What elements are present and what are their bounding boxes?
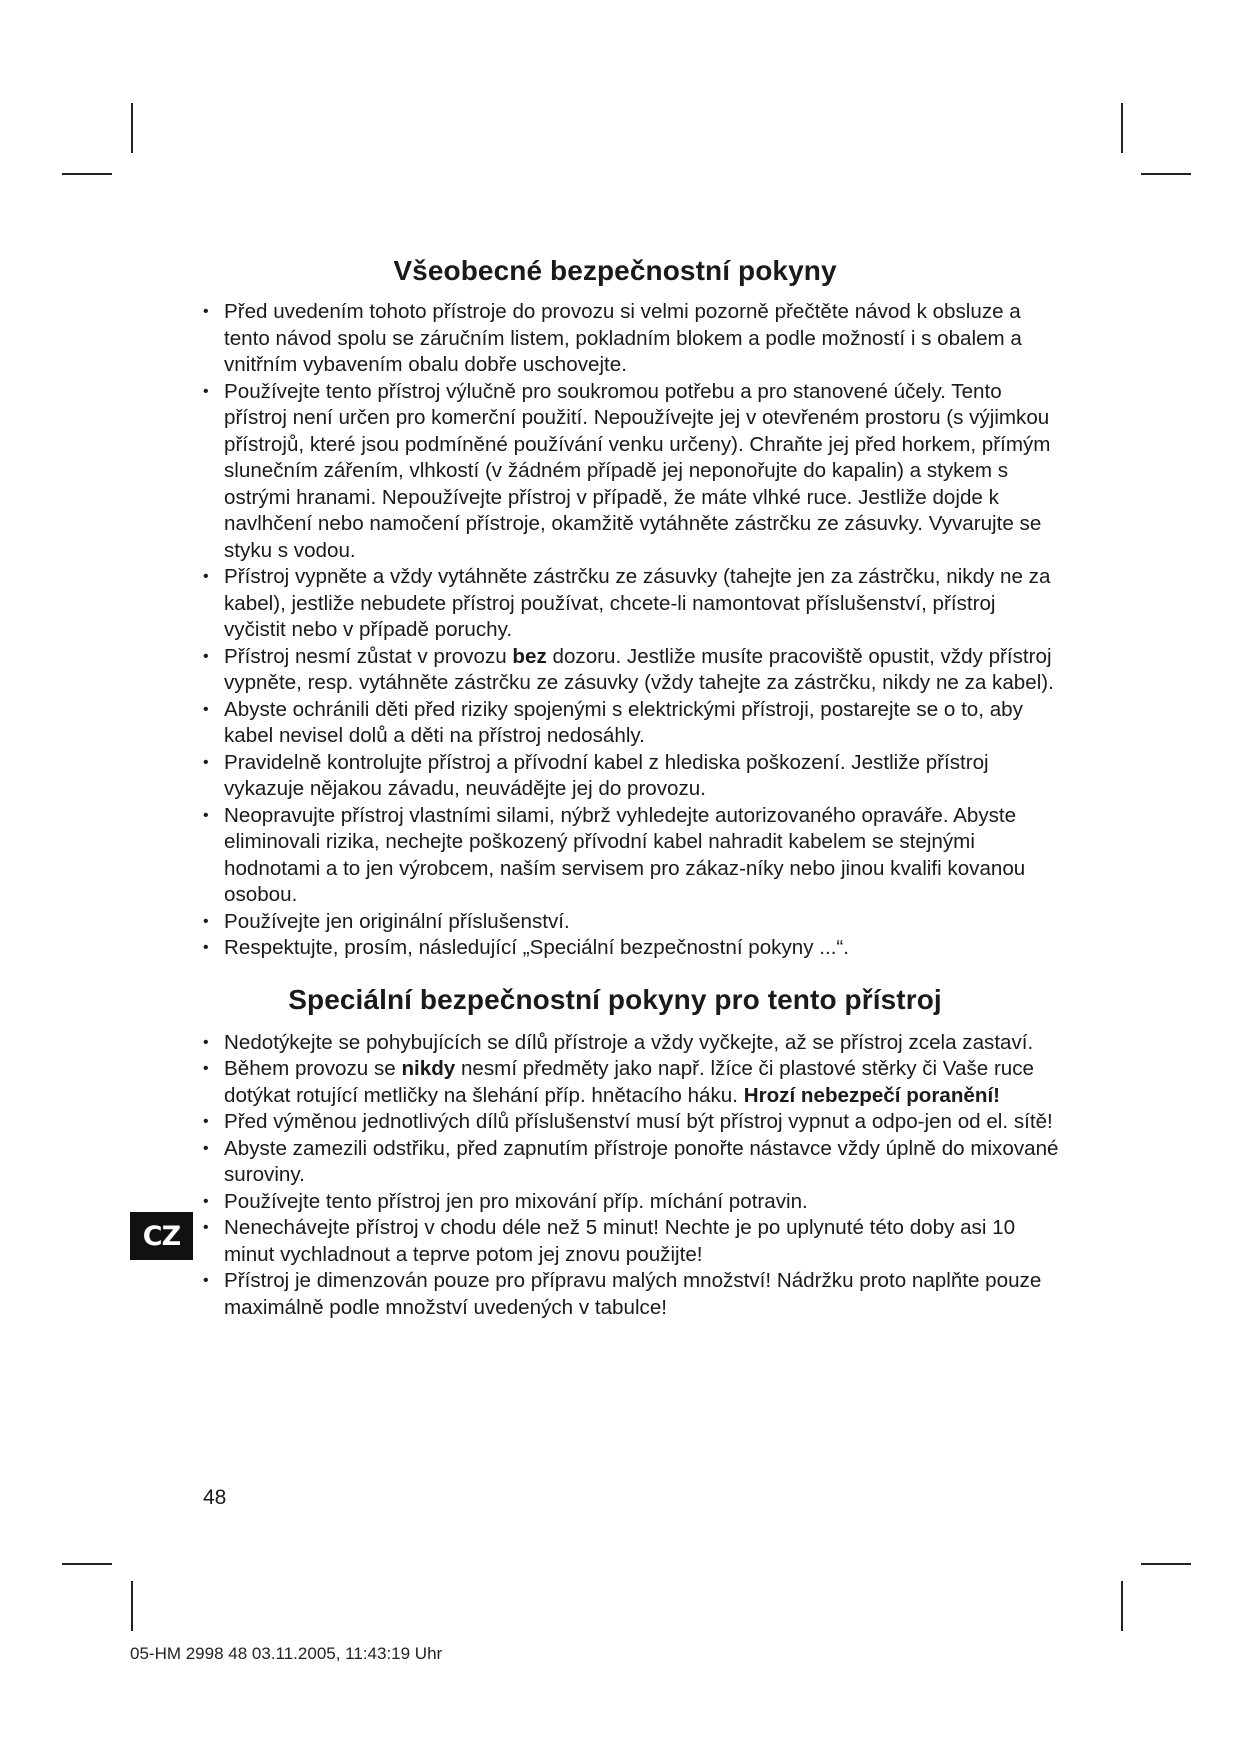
list-item-text: • Neopravujte přístroj vlastními silami, nýbrž vyhledejte autorizovaného opraváře. Abyste eliminovali rizika, nechejte poškozený přívodní kabel nahradit kabelem se stejnými hodnotami a to jen výrobcem, naším servisem pro zákaz-níky nebo jinou kvalifi kovanou osobou. xyxy=(224,803,1026,906)
list-item-text: • Nenechávejte přístroj v chodu déle než 5 minut! Nechte je po uplynuté této doby asi 10 minut vychladnout a teprve potom jej znovu použijte! xyxy=(224,1216,1016,1266)
list-item-text: • Abyste ochránili děti před riziky spojenými s elektrickými přístroji, postarejte se o to, aby kabel nevisel dolů a děti na přístroj nedosáhly. xyxy=(224,697,1023,747)
list-item xyxy=(200,379,1060,565)
list-item xyxy=(200,299,1060,379)
emphasis-text: bez xyxy=(512,644,547,668)
list-item-text: • Před uvedením tohoto přístroje do provozu si velmi pozorně přečtěte návod k obsluze a tento návod spolu se záručním listem, pokladním blokem a podle možností i s obalem a vnitřním vybavením obalu dobře uschovejte. xyxy=(224,300,1022,376)
list-item-text: • Používejte tento přístroj jen pro mixování příp. míchání potravin. xyxy=(224,1189,808,1213)
list-item xyxy=(200,750,1060,803)
page-content xyxy=(200,255,1060,1321)
crop-mark-bottom-right-vertical xyxy=(1121,1581,1123,1631)
print-footer: 05-HM 2998 48 03.11.2005, 11:43:19 Uhr xyxy=(130,1644,443,1663)
list-item-text: • Respektujte, prosím, následující „Speciální bezpečnostní pokyny ...“. xyxy=(224,936,849,959)
list-item xyxy=(200,697,1060,750)
list-item-text: • Abyste zamezili odstřiku, před zapnutím přístroje ponořte nástavce vždy úplně do mixované suroviny. xyxy=(224,1136,1059,1186)
list-item xyxy=(200,564,1060,644)
text-run: dozoru. Jestliže musíte pracoviště opustit, vždy přístroj vypněte, resp. vytáhněte zástrčku ze zásuvky (vždy tahejte za zástrčku, nikdy ne za kabel). xyxy=(224,644,1054,694)
crop-mark-top-left-vertical xyxy=(131,103,133,153)
list-item-text: • Před výměnou jednotlivých dílů příslušenství musí být přístroj vypnut a odpo-jen od el. sítě! xyxy=(224,1110,1053,1133)
warning-text: Hrozí nebezpečí poranění! xyxy=(743,1083,1001,1107)
language-tab: CZ xyxy=(130,1212,193,1260)
crop-mark-bottom-left-vertical xyxy=(131,1581,133,1631)
list-item xyxy=(200,644,1060,697)
list-item-text xyxy=(224,1056,1060,1109)
section-title-general-safety: Všeobecné bezpečnostní pokyny xyxy=(393,255,837,286)
page-number: 48 xyxy=(203,1486,227,1509)
list-item xyxy=(200,1056,1060,1109)
list-item-text: • Používejte tento přístroj výlučně pro soukromou potřebu a pro stanovené účely. Tento přístroj není určen pro komerční použití. Nepoužívejte jej v otevřeném prostoru (s výjimkou přístrojů, které jsou podmíněné používání venku určeny). Chraňte jej před horkem, přímým slunečním zářením, vlhkostí (v žádném případě jej neponořujte do kapalin) a stykem s ostrými hranami. Nepoužívejte přístroj v případě, že máte vlhké ruce. Jestliže dojde k navlhčení nebo namočení přístroje, okamžitě vytáhněte zástrčku ze zásuvky. Vyvarujte se styku s vodou. xyxy=(224,379,1051,562)
crop-mark-bottom-left-horizontal xyxy=(62,1563,112,1565)
list-item-text xyxy=(224,644,1060,697)
list-item xyxy=(200,1136,1060,1189)
list-item xyxy=(200,803,1060,909)
list-item xyxy=(200,1189,1060,1216)
text-run: Během provozu se xyxy=(224,1057,402,1080)
list-item-text: • Přístroj vypněte a vždy vytáhněte zástrčku ze zásuvky (tahejte jen za zástrčku, nikdy ne za kabel), jestliže nebudete přístroj používat, chcete-li namontovat příslušenství, přístroj vyčistit nebo v případě poruchy. xyxy=(224,565,1051,641)
list-item xyxy=(200,909,1060,936)
section-title-special-safety: Speciální bezpečnostní pokyny pro tento přístroj xyxy=(288,983,942,1015)
list-item-text: • Přístroj je dimenzován pouze pro přípravu malých množství! Nádržku proto naplňte pouze maximálně podle množství uvedených v tabulce! xyxy=(224,1269,1042,1319)
general-safety-list xyxy=(200,299,1060,962)
list-item xyxy=(200,1109,1060,1136)
text-run: Přístroj nesmí zůstat v provozu xyxy=(224,644,513,668)
special-safety-list xyxy=(200,1030,1060,1322)
list-item xyxy=(200,1215,1060,1268)
crop-mark-top-left-horizontal xyxy=(62,173,112,175)
list-item xyxy=(200,1268,1060,1321)
list-item-text: • Pravidelně kontrolujte přístroj a přívodní kabel z hlediska poškození. Jestliže přístroj vykazuje nějakou závadu, neuvádějte jej do provozu. xyxy=(224,750,989,800)
emphasis-text: nikdy xyxy=(401,1057,456,1080)
list-item-text: • Používejte jen originální příslušenství. xyxy=(224,909,570,933)
text-run: nesmí předměty jako např. lžíce či plastové stěrky či Vaše ruce dotýkat rotující metličky na šlehání příp. hnětacího háku. xyxy=(224,1057,1035,1107)
crop-mark-top-right-vertical xyxy=(1121,103,1123,153)
crop-mark-bottom-right-horizontal xyxy=(1141,1563,1191,1565)
list-item-text: • Nedotýkejte se pohybujících se dílů přístroje a vždy vyčkejte, až se přístroj zcela zastaví. xyxy=(224,1030,1034,1054)
list-item xyxy=(200,935,1060,962)
list-item xyxy=(200,1030,1060,1057)
crop-mark-top-right-horizontal xyxy=(1141,173,1191,175)
